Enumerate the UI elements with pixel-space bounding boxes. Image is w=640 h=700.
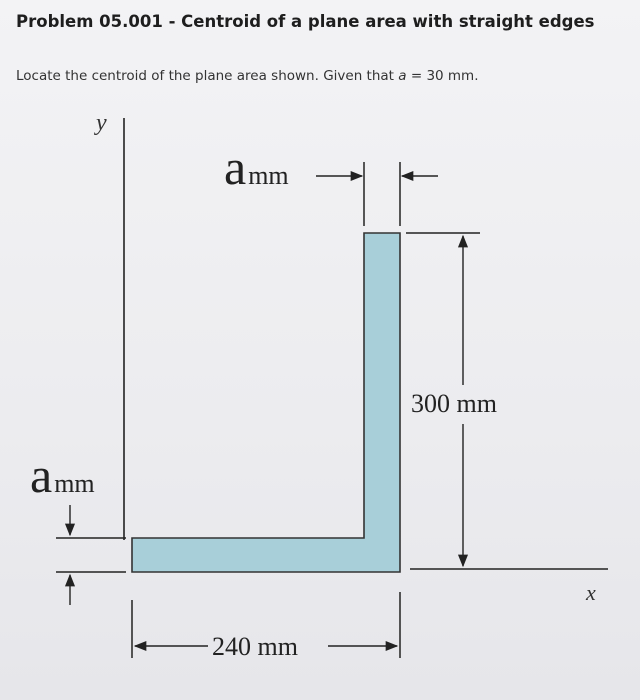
top-dim-unit: mm (248, 161, 289, 190)
prompt-text-end: = 30 mm. (406, 68, 479, 84)
x-axis-label: x (586, 580, 596, 605)
width-dim-label: 240 mm (212, 632, 298, 661)
top-dim-variable: a (224, 139, 247, 195)
width-dimension (132, 592, 400, 661)
svg-text:amm (30, 447, 95, 503)
svg-text:amm (224, 139, 289, 195)
y-axis-label: y (96, 110, 107, 136)
height-dim-label: 300 mm (411, 389, 497, 418)
l-shaped-area (132, 233, 400, 572)
problem-title: Problem 05.001 - Centroid of a plane area with straight edges (16, 12, 595, 31)
prompt-variable: a (398, 68, 407, 84)
left-dimension (30, 447, 126, 605)
height-dimension (406, 233, 497, 566)
left-dim-unit: mm (54, 469, 95, 498)
left-dim-variable: a (30, 447, 53, 503)
prompt-text-start: Locate the centroid of the plane area shown. Given that (16, 68, 399, 84)
top-dimension (224, 139, 438, 226)
